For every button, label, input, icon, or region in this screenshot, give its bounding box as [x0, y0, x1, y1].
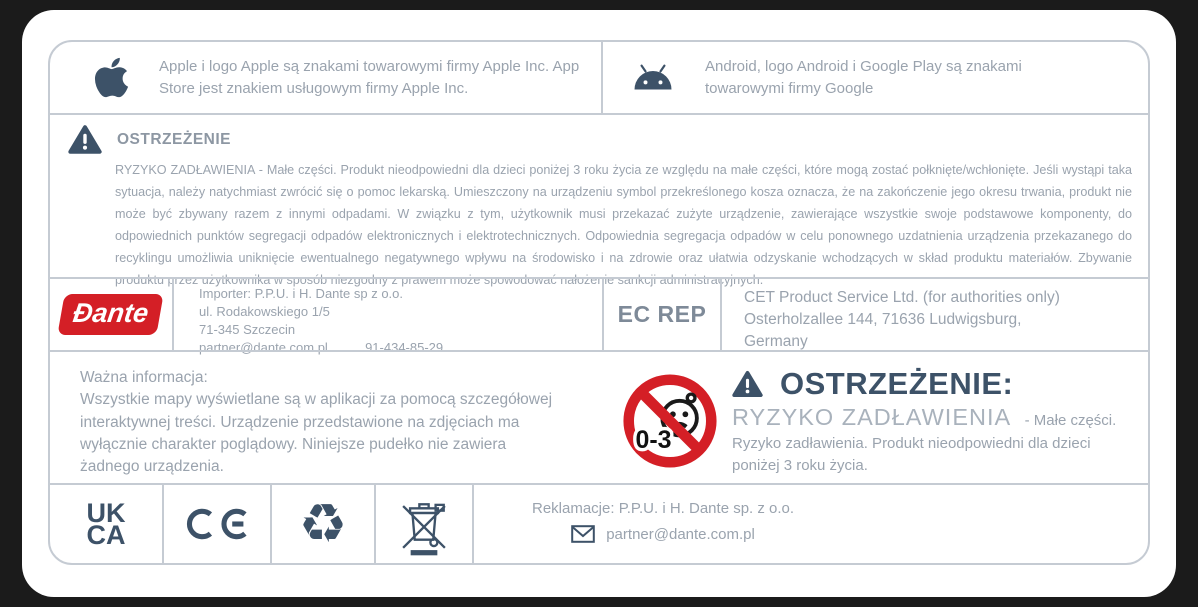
warning-body-text: RYZYKO ZADŁAWIENIA - Małe części. Produkt nieodpowiedni dla dzieci poniżej 3 roku życia ze względu na małe części, które mogą zostać połknięte/wchłonięte. Jeśli wystąpi taka sytuacja, należy natychmiast zwrócić się o pomoc lekarską. Umieszczony na urządzeniu symbol przekreślonego kosza oznacza, że na zakończenie jego okresu trwania, produkt nie może być zbywany razem z innymi odpadami. W związku z tym, użytkownik musi przekazać zużyte urządzenie, zawierające wszystkie swoje podstawowe komponenty, do odpowiednich punktów segregacji odpadów elektronicznych i elektrotechnicznych. Odpowiednia segregacja odpadów w celu ponownego uzdatnienia urządzenia przekazanego do recyklingu umożliwia uniknięcie ewentualnego negatywnego wpływu na środowisko i na zdrowie oraz ułatwia odzyskanie wchodzących w skład produktu materiałów. Zbywanie produktu przez użytkownika w sposób niezgodny z prawem może spowodować nałożenie sankcji administracyjnych. [115, 163, 1132, 287]
ec-rep-label: EC REP [617, 301, 707, 327]
apple-trademark-cell [50, 42, 601, 113]
importer-line: Importer: P.P.U. i H. Dante sp z o.o. [199, 286, 404, 301]
choking-warning-subtitle: RYZYKO ZADŁAWIENIA [732, 404, 1012, 430]
android-trademark-text: Android, logo Android i Google Play są znakami towarowymi firmy Google [705, 57, 1022, 97]
age-0-3-prohibition-icon [622, 373, 718, 469]
choking-warning-cell [610, 352, 1148, 483]
ec-rep-address-cell [720, 279, 1148, 350]
important-info-body: Wszystkie mapy wyświetlane są w aplikacji za pomocą szczegółowej interaktywnej treści. Urządzenie przedstawione na zdjęciach ma wyłącznie charakter poglądowy. Niniejsze pudełko nie zawiera żadnego urządzenia. [80, 391, 553, 476]
android-logo-icon [631, 63, 675, 93]
ec-rep-line: CET Product Service Ltd. (for authorities only) [744, 289, 1060, 306]
warning-row [50, 113, 1148, 287]
weee-crossed-bin-icon [374, 485, 472, 563]
warning-triangle-icon [732, 370, 763, 398]
recycling-icon: ♻ [270, 485, 374, 563]
importer-line: 71-345 Szczecin [199, 322, 296, 337]
important-info-title: Ważna informacja: [80, 369, 208, 386]
label-card [22, 10, 1176, 597]
ukca-mark [50, 485, 162, 563]
android-trademark-cell [601, 42, 1148, 113]
mail-icon [571, 525, 595, 543]
trademark-row [50, 42, 1148, 113]
ukca-line1: UK [86, 498, 126, 528]
ce-mark-icon [162, 485, 270, 563]
choking-warning-subtitle-suffix: - Małe części. [1024, 412, 1117, 429]
dante-logo [50, 279, 172, 350]
ukca-line2: CA [86, 520, 126, 550]
importer-address-cell [172, 279, 602, 355]
importer-line: ul. Rodakowskiego 1/5 [199, 304, 330, 319]
ec-rep-cell [602, 279, 720, 350]
label-table [48, 40, 1150, 565]
info-warning-row [50, 350, 1148, 483]
dante-logo-badge [58, 294, 164, 335]
importer-phone: 91-434-85-29 [365, 340, 444, 355]
ec-rep-line: Germany [744, 333, 808, 350]
importer-row [50, 277, 1148, 355]
warning-title: OSTRZEŻENIE [117, 130, 232, 148]
warning-triangle-icon [68, 124, 102, 155]
claims-cell [472, 485, 1148, 563]
important-info-cell [50, 352, 610, 483]
choking-warning-title: OSTRZEŻENIE: [780, 366, 1014, 401]
dante-logo-text: Ðante [71, 298, 151, 328]
claims-line: Reklamacje: P.P.U. i H. Dante sp. z o.o. [532, 500, 795, 517]
svg-text:0-3: 0-3 [635, 425, 672, 454]
apple-logo-icon [93, 55, 130, 100]
ec-rep-line: Osterholzallee 144, 71636 Ludwigsburg, [744, 311, 1022, 328]
apple-trademark-text: Apple i logo Apple są znakami towarowymi firmy Apple Inc. App Store jest znakiem usługowym firmy Apple Inc. [159, 57, 580, 97]
choking-warning-body: Ryzyko zadławienia. Produkt nieodpowiedni dla dzieci poniżej 3 roku życia. [732, 435, 1091, 474]
claims-email: partner@dante.com.pl [606, 525, 755, 543]
importer-email: partner@dante.com.pl [199, 340, 328, 355]
compliance-row [50, 483, 1148, 563]
